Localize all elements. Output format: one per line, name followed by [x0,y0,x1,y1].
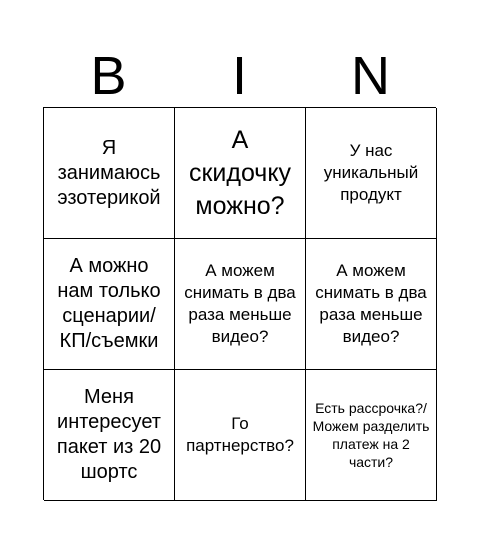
bingo-cell-text: А можно нам только сценарии/КП/съемки [57,255,161,352]
bingo-cell-text: Есть рассрочка?/Можем разделить платеж на 2 части? [312,400,430,470]
bingo-header [43,46,436,106]
bingo-grid [43,107,436,500]
bingo-cell[interactable] [306,108,437,239]
header-letter-i: I [231,46,247,106]
bingo-cell[interactable] [44,108,175,239]
bingo-cell-text: А скидочку можно? [188,125,292,220]
bingo-cell-text: Меня интересует пакет из 20 шортс [56,386,162,483]
bingo-cell[interactable] [306,370,437,501]
header-letter-n: N [351,46,390,106]
bingo-cell-text: Я занимаюсь эзотерикой [57,136,161,209]
bingo-cell[interactable] [306,239,437,370]
bingo-cell[interactable] [44,370,175,501]
bingo-cell[interactable] [175,239,306,370]
bingo-cell-text: А можем снимать в два раза меньше видео? [184,261,296,346]
bingo-cell-text: У нас уникальный продукт [323,141,419,204]
bingo-cell-text: А можем снимать в два раза меньше видео? [315,261,427,346]
bingo-cell[interactable] [175,108,306,239]
bingo-cell-text: Го партнерство? [186,414,294,455]
header-letter-b: B [90,46,127,106]
bingo-cell[interactable] [44,239,175,370]
bingo-cell[interactable] [175,370,306,501]
